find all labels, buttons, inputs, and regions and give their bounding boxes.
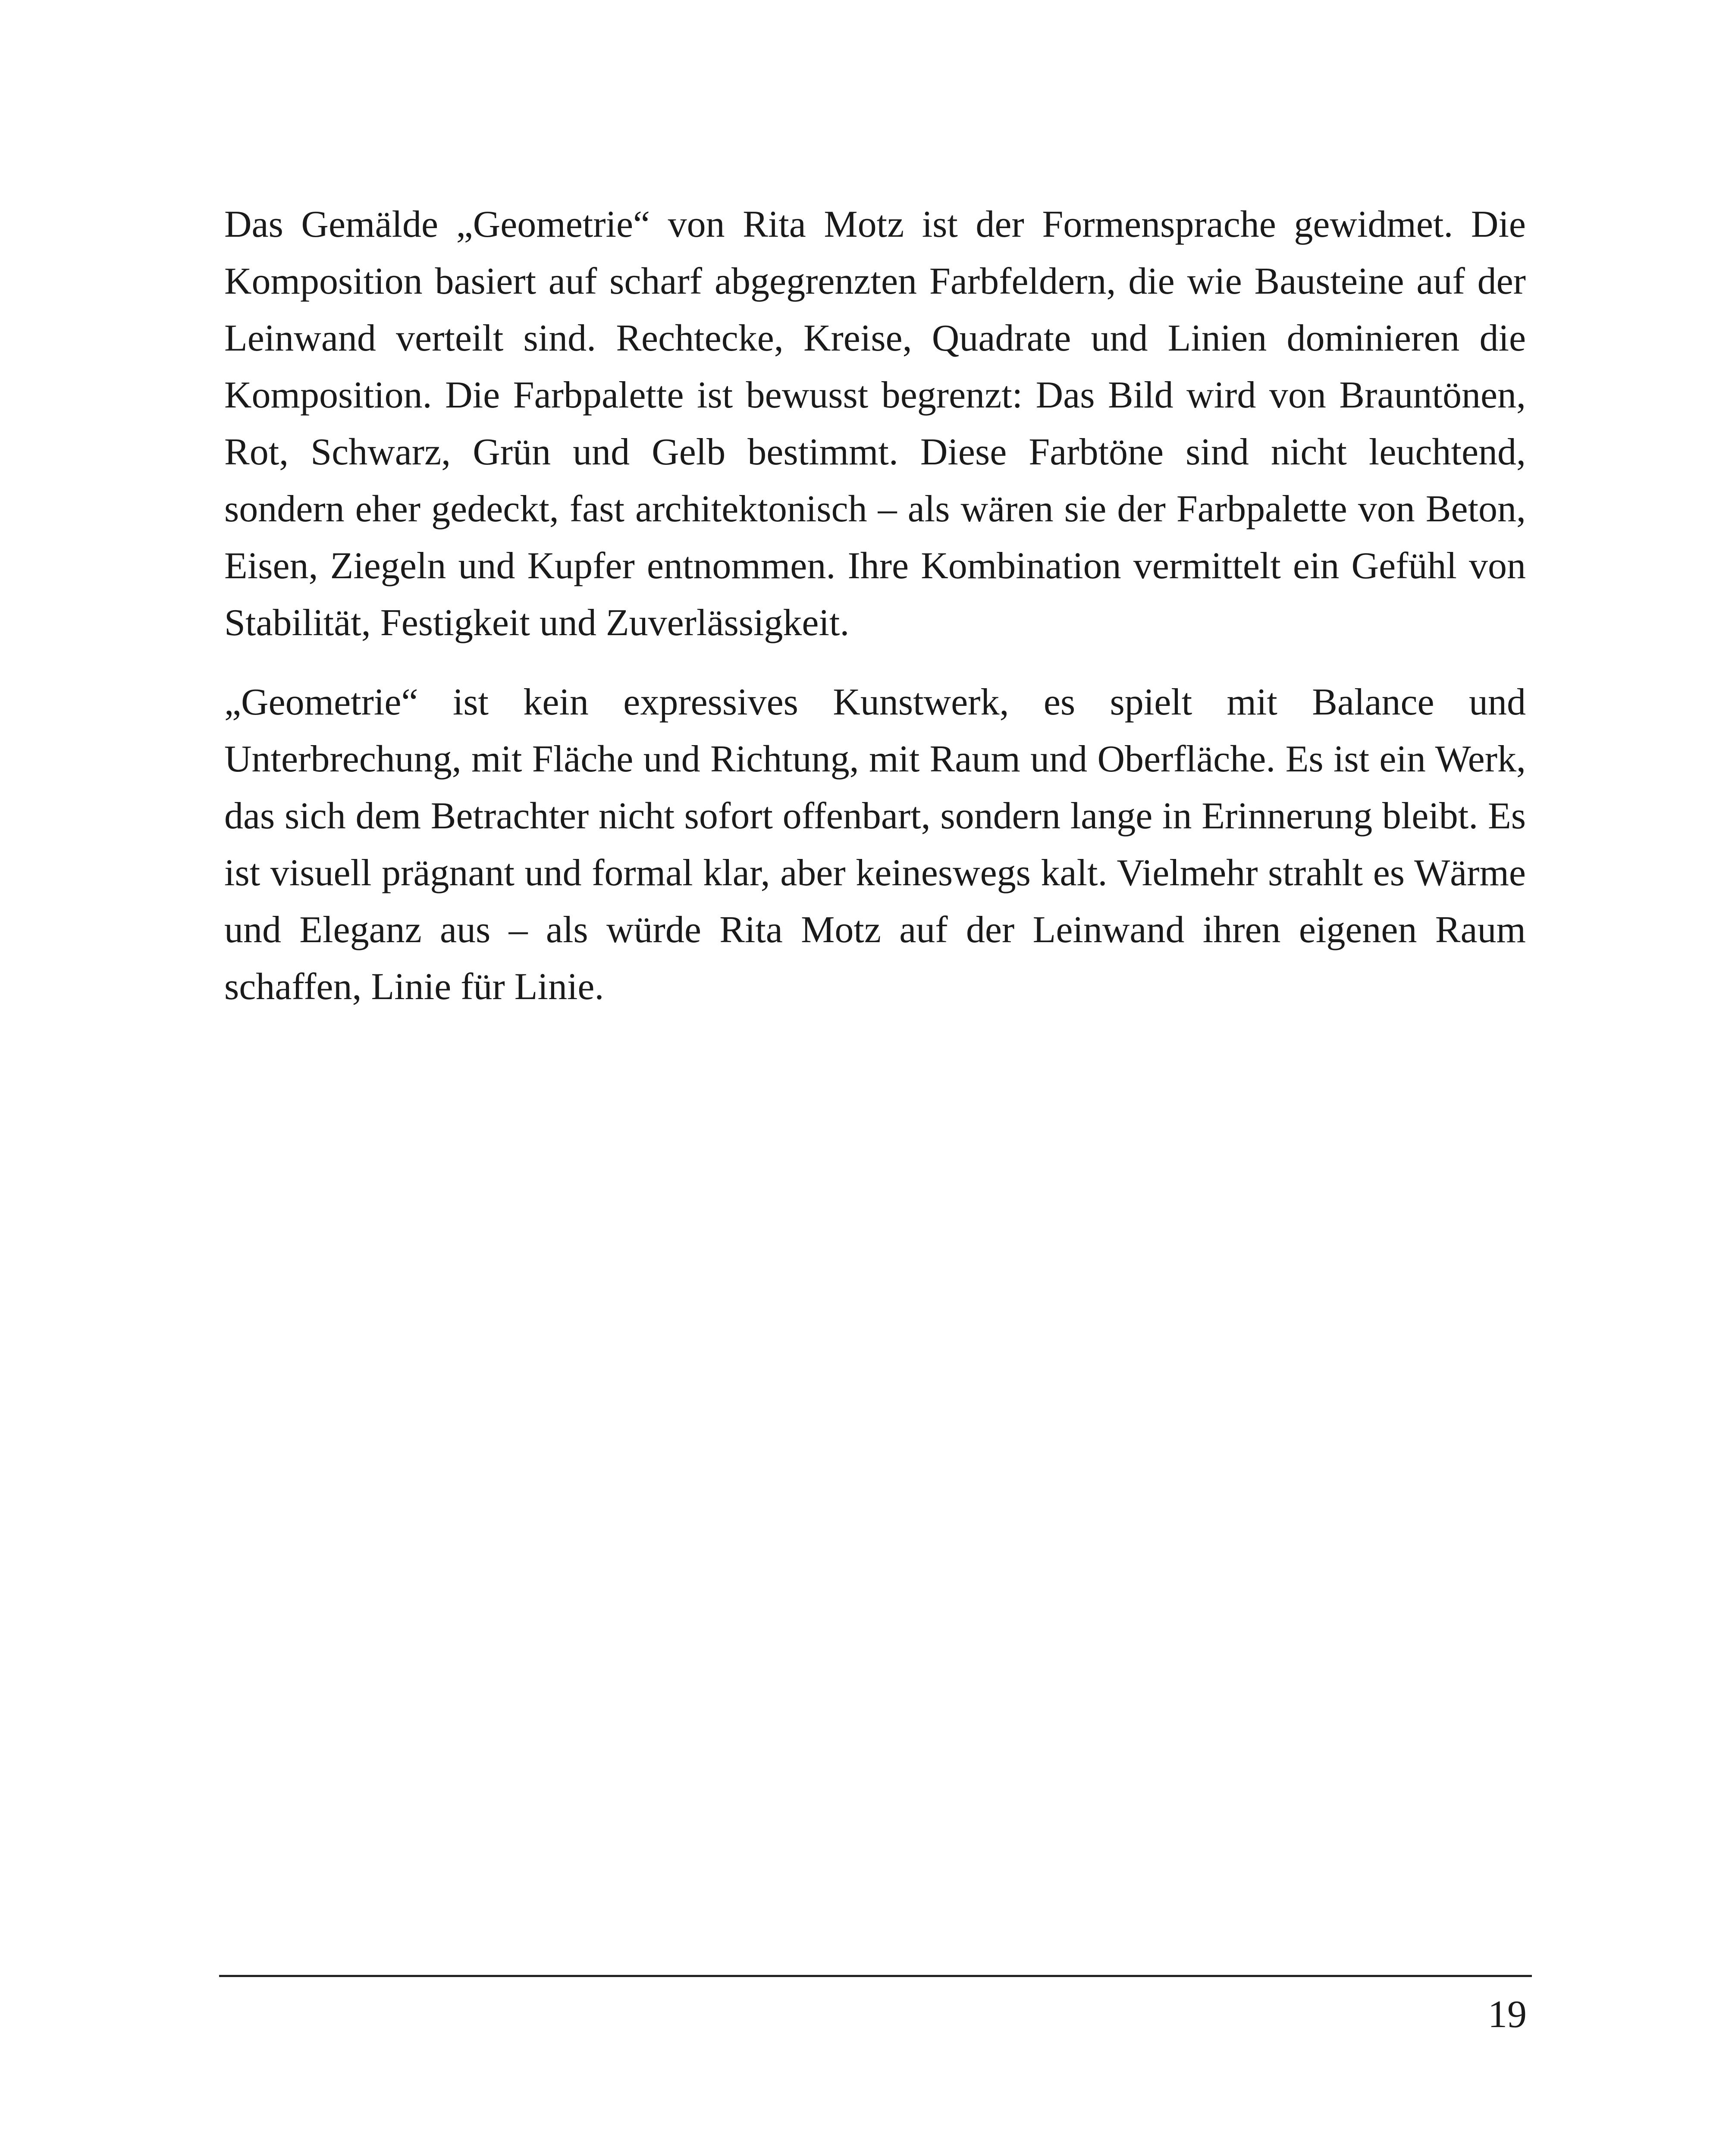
footer-rule — [219, 1975, 1532, 1977]
paragraph-2: „Geometrie“ ist kein expressives Kunstwerk, es spielt mit Balance und Unterbrechung, mit Fläche und Richtung, mit Raum und Oberfläche. Es ist ein Werk, das sich dem Betrachter nicht sofort offenbart, sondern lange in Erinnerung bleibt. Es ist visuell prägnant und formal klar, aber keineswegs kalt. Vielmehr strahlt es Wärme und Eleganz aus – als würde Rita Motz auf der Leinwand ihren eigenen Raum schaffen, Linie für Linie. — [224, 681, 1526, 1008]
page-number: 19 — [1488, 1993, 1527, 2036]
paragraph-1: Das Gemälde „Geometrie“ von Rita Motz ist der Formensprache gewidmet. Die Komposition basiert auf scharf abgegrenzten Farbfeldern, die wie Bausteine auf der Leinwand verteilt sind. Rechtecke, Kreise, Quadrate und Linien dominieren die Komposition. Die Farbpalette ist bewusst begrenzt: Das Bild wird von Brauntönen, Rot, Schwarz, Grün und Gelb bestimmt. Diese Farbtöne sind nicht leuchtend, sondern eher gedeckt, fast architektonisch – als wären sie der Farbpalette von Beton, Eisen, Ziegeln und Kupfer entnommen. Ihre Kombination vermittelt ein Gefühl von Stabilität, Festigkeit und Zuverlässigkeit. — [224, 204, 1526, 644]
body-text — [224, 196, 1526, 1038]
